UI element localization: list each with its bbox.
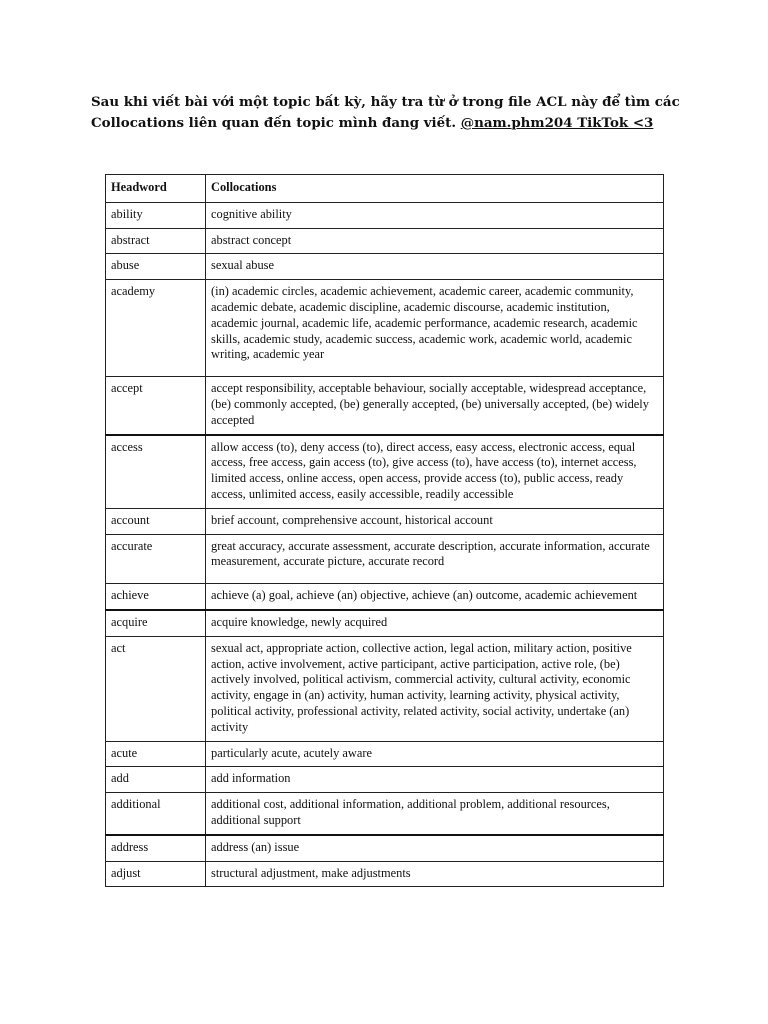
headword-cell: acute — [106, 741, 206, 767]
table-header-row — [106, 175, 664, 203]
header-collocations: Collocations — [206, 175, 664, 203]
headword-cell: add — [106, 767, 206, 793]
headword-cell: account — [106, 508, 206, 534]
headword-cell: ability — [106, 202, 206, 228]
collocations-cell: structural adjustment, make adjustments — [206, 861, 664, 887]
collocations-cell: great accuracy, accurate assessment, accurate description, accurate information, accurate measurement, accurate picture, accurate record — [206, 534, 664, 584]
table-row — [106, 435, 664, 509]
collocations-cell: achieve (a) goal, achieve (an) objective, achieve (an) outcome, academic achievement — [206, 584, 664, 610]
collocations-cell: acquire knowledge, newly acquired — [206, 610, 664, 636]
headword-cell: access — [106, 435, 206, 509]
collocations-cell: additional cost, additional information, additional problem, additional resources, additional support — [206, 793, 664, 835]
collocations-cell: accept responsibility, acceptable behaviour, socially acceptable, widespread acceptance, (be) commonly accepted, (be) generally accepted, (be) universally accepted, (be) widely accepted — [206, 377, 664, 435]
headword-cell: achieve — [106, 584, 206, 610]
table-row — [106, 861, 664, 887]
table-row — [106, 280, 664, 377]
collocations-cell: add information — [206, 767, 664, 793]
table-row — [106, 636, 664, 741]
table-row — [106, 377, 664, 435]
collocations-cell: brief account, comprehensive account, historical account — [206, 508, 664, 534]
collocations-cell: address (an) issue — [206, 835, 664, 861]
table-row — [106, 202, 664, 228]
table-row — [106, 793, 664, 835]
collocations-cell: abstract concept — [206, 228, 664, 254]
collocations-cell: sexual abuse — [206, 254, 664, 280]
headword-cell: act — [106, 636, 206, 741]
collocations-cell: (in) academic circles, academic achievement, academic career, academic community, academic debate, academic discipline, academic discourse, academic institution, academic journal, academic life, academic performance, academic research, academic skills, academic study, academic success, academic work, academic world, academic writing, academic year — [206, 280, 664, 377]
table-row — [106, 228, 664, 254]
collocations-cell: sexual act, appropriate action, collective action, legal action, military action, positive action, active involvement, active participant, active participation, active role, (be) actively involved, political activism, commercial activity, cultural activity, economic activity, engage in (an) activity, human activity, learning activity, physical activity, political activity, professional activity, related activity, social activity, undertake (an) activity — [206, 636, 664, 741]
headword-cell: acquire — [106, 610, 206, 636]
headword-cell: address — [106, 835, 206, 861]
tiktok-handle: @nam.phm204 TikTok <3 — [460, 115, 654, 131]
table-row — [106, 254, 664, 280]
intro-paragraph — [91, 92, 711, 134]
acl-collocations-table — [105, 174, 664, 887]
headword-cell: accurate — [106, 534, 206, 584]
table-row — [106, 584, 664, 610]
collocations-cell: allow access (to), deny access (to), direct access, easy access, electronic access, equal access, free access, gain access (to), give access (to), have access (to), internet access, limited access, online access, open access, provide access (to), public access, ready access, unlimited access, easily accessible, readily accessible — [206, 435, 664, 509]
collocations-cell: cognitive ability — [206, 202, 664, 228]
table-row — [106, 610, 664, 636]
headword-cell: academy — [106, 280, 206, 377]
collocations-cell: particularly acute, acutely aware — [206, 741, 664, 767]
table-row — [106, 835, 664, 861]
header-headword: Headword — [106, 175, 206, 203]
table-row — [106, 534, 664, 584]
intro-text: Sau khi viết bài với một topic bất kỳ, hãy tra từ ở trong file ACL này để tìm các Collocations liên quan đến topic mình đang viết. — [91, 94, 680, 131]
table-row — [106, 508, 664, 534]
table-row — [106, 767, 664, 793]
headword-cell: additional — [106, 793, 206, 835]
headword-cell: accept — [106, 377, 206, 435]
headword-cell: abstract — [106, 228, 206, 254]
headword-cell: abuse — [106, 254, 206, 280]
headword-cell: adjust — [106, 861, 206, 887]
table-row — [106, 741, 664, 767]
